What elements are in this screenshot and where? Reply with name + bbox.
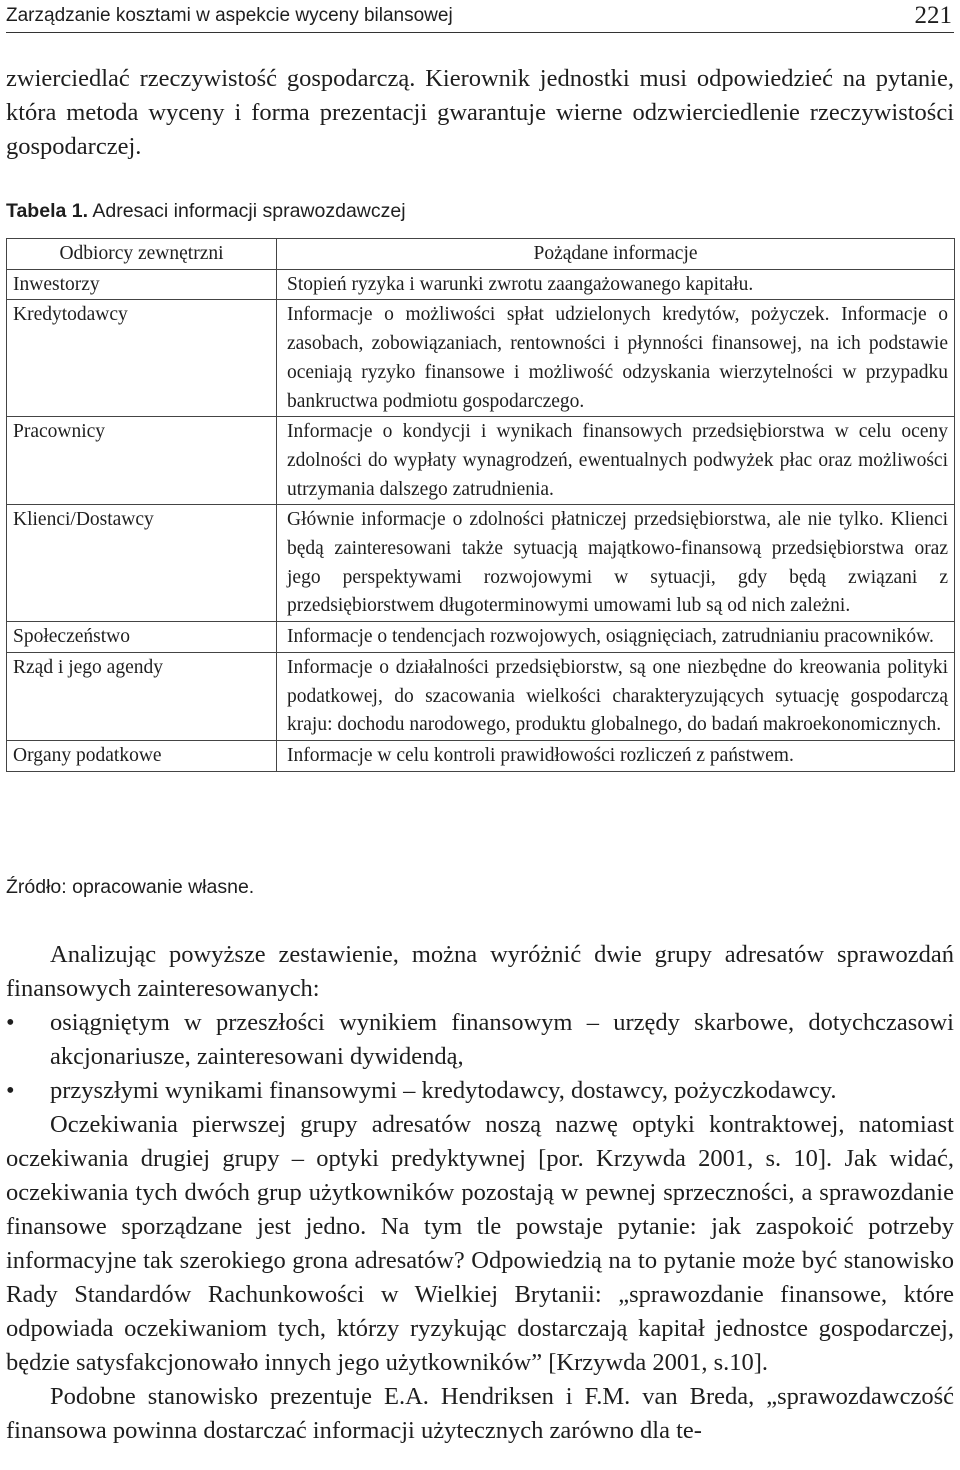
- page-number: 221: [914, 2, 952, 29]
- recipient-cell: Organy podatkowe: [7, 740, 277, 771]
- column-header-recipients: Odbiorcy zewnętrzni: [7, 239, 277, 270]
- body-text: [6, 938, 954, 1448]
- bullet-marker: •: [6, 1077, 15, 1104]
- recipient-cell: Rząd i jego agendy: [7, 652, 277, 740]
- recipient-cell: Inwestorzy: [7, 269, 277, 300]
- bullet-marker: •: [6, 1009, 15, 1036]
- intro-paragraph: zwierciedlać rzeczywistość gospodarczą. Kierownik jednostki musi odpowiedzieć na pytanie, która metoda wyceny i forma prezentacji gwarantuje wierne odzwierciedlenie rzeczywistości gospodarczej.: [6, 65, 954, 160]
- information-cell: Informacje o możliwości spłat udzielonych kredytów, pożyczek. Informacje o zasobach, zobowiązaniach, rentowności i płynności finansowej, na ich podstawie oceniają ryzyko finansowe i możliwość odzyskania wierzytelności w przypadku bankructwa podmiotu gospodarczego.: [277, 300, 955, 417]
- table-label: Tabela 1.: [6, 200, 89, 222]
- recipient-cell: Klienci/Dostawcy: [7, 505, 277, 622]
- running-header-title: Zarządzanie kosztami w aspekcie wyceny bilansowej: [6, 5, 453, 26]
- list-item: [6, 1074, 954, 1108]
- table-row: [7, 740, 955, 771]
- table-caption-text: Adresaci informacji sprawozdawczej: [92, 200, 406, 222]
- bullet-list: [6, 1006, 954, 1108]
- table-row: [7, 269, 955, 300]
- body-paragraph: Analizując powyższe zestawienie, można wyróżnić dwie grupy adresatów sprawozdań finansowych zainteresowanych:: [6, 941, 954, 1002]
- recipient-cell: Społeczeństwo: [7, 622, 277, 653]
- table-row: [7, 652, 955, 740]
- table-header-row: [7, 239, 955, 270]
- table-source-note: Źródło: opracowanie własne.: [6, 876, 255, 898]
- recipients-table: [6, 238, 955, 772]
- information-cell: Informacje o kondycji i wynikach finansowych przedsiębiorstwa w celu oceny zdolności do wypłaty wynagrodzeń, ewentualnych podwyżek płac oraz możliwości utrzymania dalszego zatrudnienia.: [277, 417, 955, 505]
- recipient-cell: Kredytodawcy: [7, 300, 277, 417]
- body-paragraph: Podobne stanowisko prezentuje E.A. Hendriksen i F.M. van Breda, „sprawozdawczość finansowa powinna dostarczać informacji użytecznych zarówno dla te-: [6, 1383, 954, 1444]
- list-item-text: przyszłymi wynikami finansowymi – kredytodawcy, dostawcy, pożyczkodawcy.: [50, 1077, 837, 1104]
- running-header: [6, 2, 954, 33]
- information-cell: Stopień ryzyka i warunki zwrotu zaangażowanego kapitału.: [277, 269, 955, 300]
- list-item: [6, 1006, 954, 1074]
- table-caption: [6, 200, 406, 223]
- table-row: [7, 300, 955, 417]
- information-cell: Głównie informacje o zdolności płatniczej przedsiębiorstwa, ale nie tylko. Klienci będą zainteresowani także sytuacją majątkowo-finansową przedsiębiorstwa oraz jego perspektywami rozwojowymi w sytuacji, gdy będą związani z przedsiębiorstwem długoterminowymi umowami lub są od nich zależni.: [277, 505, 955, 622]
- information-cell: Informacje w celu kontroli prawidłowości rozliczeń z państwem.: [277, 740, 955, 771]
- list-item-text: osiągniętym w przeszłości wynikiem finansowym – urzędy skarbowe, dotychczasowi akcjonariusze, zainteresowani dywidendą,: [50, 1009, 954, 1070]
- recipient-cell: Pracownicy: [7, 417, 277, 505]
- information-cell: Informacje o działalności przedsiębiorstw, są one niezbędne do kreowania polityki podatkowej, do szacowania wielkości charakteryzujących sytuację gospodarczą kraju: dochodu narodowego, produktu globalnego, do badań makroekonomicznych.: [277, 652, 955, 740]
- table-row: [7, 505, 955, 622]
- body-paragraph: Oczekiwania pierwszej grupy adresatów noszą nazwę optyki kontraktowej, natomiast oczekiwania drugiej grupy – optyki predyktywnej [por. Krzywda 2001, s. 10]. Jak widać, oczekiwania tych dwóch grup użytkowników pozostają w pewnej sprzeczności, a sprawozdanie finansowe sporządzane jest jedno. Na tym tle powstaje pytanie: jak zaspokoić potrzeby informacyjne tak szerokiego grona adresatów? Odpowiedzią na to pytanie może być stanowisko Rady Standardów Rachunkowości w Wielkiej Brytanii: „sprawozdanie finansowe, które odpowiada oczekiwaniom tych, którzy ryzykując dostarczają kapitał jednostce gospodarczej, będzie satysfakcjonowało innych jego użytkowników” [Krzywda 2001, s.10].: [6, 1111, 954, 1376]
- information-cell: Informacje o tendencjach rozwojowych, osiągnięciach, zatrudnianiu pracowników.: [277, 622, 955, 653]
- column-header-information: Pożądane informacje: [277, 239, 955, 270]
- table-row: [7, 622, 955, 653]
- table-row: [7, 417, 955, 505]
